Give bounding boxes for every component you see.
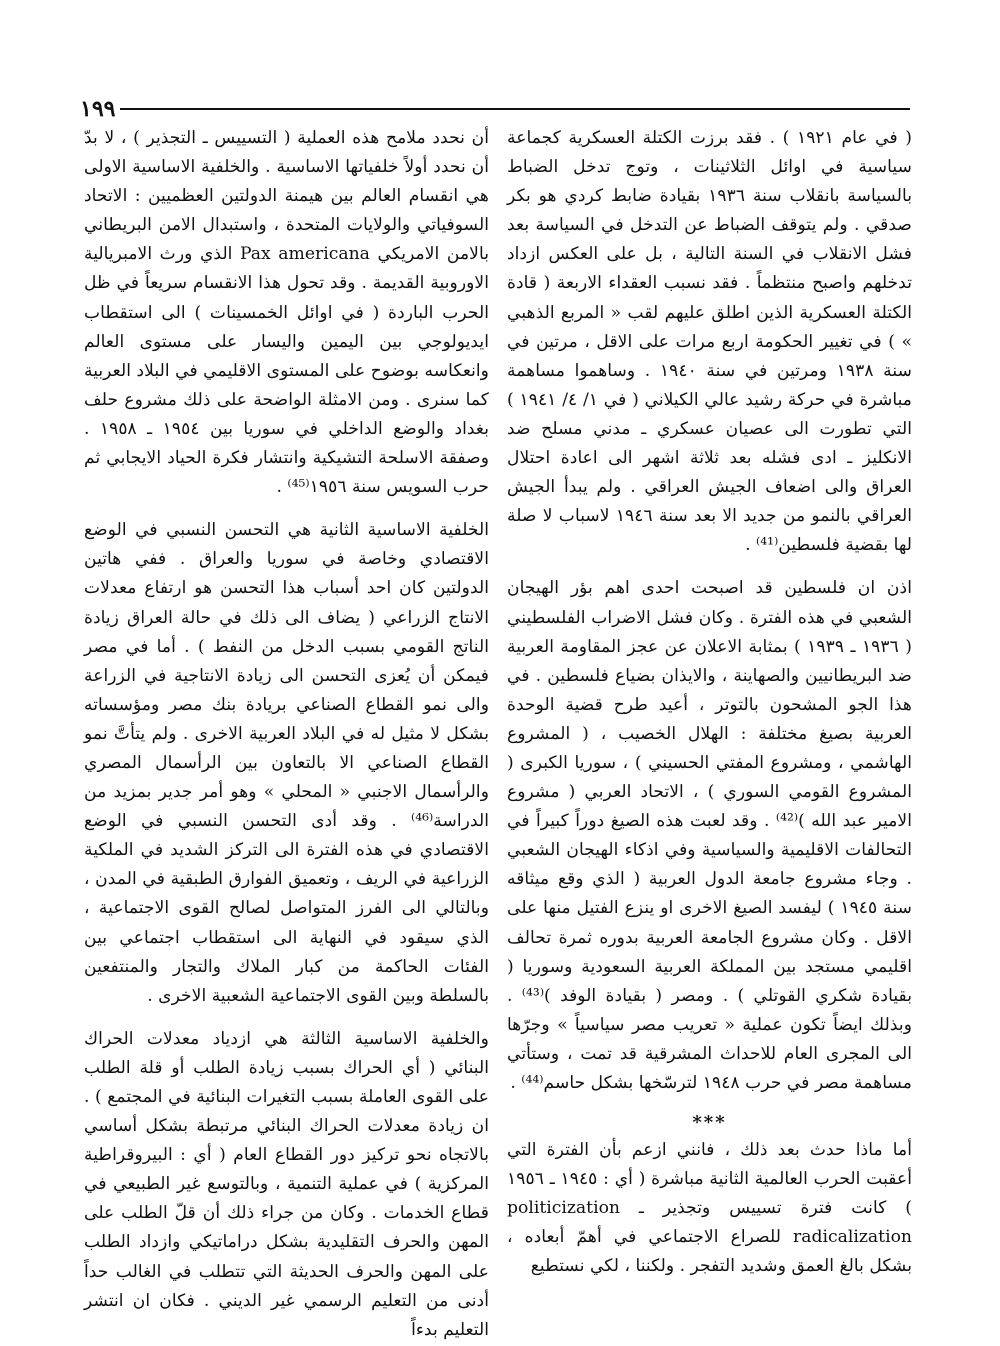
paragraph: اذن ان فلسطين قد اصبحت احدى اهم بؤر الهيجان الشعبي في هذه الفترة . وكان فشل الاضراب الفلسطيني ( ١٩٣٦ ـ ١٩٣٩ ) بمثابة الاعلان عن عجز المقاومة العربية ضد البريطانيين والصهاينة ، والايذان بضياع فلسطين . في هذا الجو المشحون بالتوتر ، أعيد طرح قضية الوحدة العربية بصيغ مختلفة : الهلال الخصيب ، ( المشروع الهاشمي ، ومشروع المفتي الحسيني ) ، سوريا الكبرى ( المشروع القومي السوري ) ، الاتحاد العربي ( مشروع الامير عبد الله )⁽⁴²⁾ . وقد لعبت هذه الصيغ دوراً كبيراً في التحالفات الاقليمية والسياسية وفي اذكاء الهيجان الشعبي . وجاء مشروع جامعة الدول العربية ( الذي وقع ميثاقه سنة ١٩٤٥ ) ليفسد الصيغ الاخرى او ينزع الفتيل منها على الاقل . وكان مشروع الجامعة العربية بدوره ثمرة تحالف اقليمي مستجد بين المملكة العربية السعودية وسوريا ( بقيادة شكري القوتلي ) . ومصر ( بقيادة الوفد )⁽⁴³⁾ . وبذلك ايضاً تكون عملية « تعريب مصر سياسياً » وجرّها الى المجرى العام للاحداث المشرقية قد تمت ، وستأتي مساهمة مصر في حرب ١٩٤٨ لترسّخها بشكل حاسم⁽⁴⁴⁾ . xyxy=(507,578,913,1093)
header-rule xyxy=(120,108,910,110)
paragraph: الخلفية الاساسية الثانية هي التحسن النسبي في الوضع الاقتصادي وخاصة في سوريا والعراق . ففي هاتين الدولتين كان احد أسباب هذا التحسن هو ارتفاع معدلات الانتاج الزراعي ( يضاف الى ذلك في حالة العراق زيادة الناتج القومي بسبب الدخل من النفط ) . أما في مصر فيمكن أن يُعزى التحسن الى زيادة الانتاجية في الزراعة والى نمو القطاع الصناعي بريادة بنك مصر ومؤسساته بشكل لا مثيل له في البلاد العربية الاخرى . ولم يتأتَّ نمو القطاع الصناعي الا بالتعاون بين الرأسمال المصري والرأسمال الاجنبي « المحلي » وهو أمر جدير بمزيد من الدراسة⁽⁴⁶⁾ . وقد أدى التحسن النسبي في الوضع الاقتصادي في هذه الفترة الى التركز الشديد في الملكية الزراعية في الريف ، وتعميق الفوارق الطبقية في المدن ، وبالتالي الى الفرز المتواصل لصالح القوى الاجتماعية ، الذي سيقود في النهاية الى استقطاب اجتماعي بين الفئات الحاكمة من كبار الملاك والتجار والمنتفعين بالسلطة وبين القوى الاجتماعية الشعبية الاخرى . xyxy=(84,520,489,1006)
section-separator: *** xyxy=(692,1112,727,1134)
paragraph: ( في عام ١٩٢١ ) . فقد برزت الكتلة العسكرية كجماعة سياسية في اوائل الثلاثينات ، وتوج تدخل الضباط بالسياسة بانقلاب سنة ١٩٣٦ بقيادة ضابط كردي هو بكر صدقي . ولم يتوقف الضباط عن التدخل في السياسة بعد فشل الانقلاب في السنة التالية ، بل على العكس ازداد تدخلهم واصبح منتظماً . فقد نسبب العقداء الاربعة ( قادة الكتلة العسكرية الذين اطلق عليهم لقب « المربع الذهبي » ) في تغيير الحكومة اربع مرات على الاقل ، مرتين في سنة ١٩٣٨ ومرتين في سنة ١٩٤٠ . وساهموا مساهمة مباشرة في حركة رشيد عالي الكيلاني ( في ١/ ٤/ ١٩٤١ ) التي تطورت الى عصيان عسكري ـ مدني مسلح ضد الانكليز ـ ادى فشله بعد ثلاثة اشهر الى اعادة احتلال العراق والى اضعاف الجيش العراقي . ولم يبدأ الجيش العراقي بالنمو من جديد الا بعد سنة ١٩٤٦ لاسباب لا صلة لها بقضية فلسطين⁽⁴¹⁾ . xyxy=(507,128,913,556)
right-column xyxy=(507,124,912,1282)
paragraph: والخلفية الاساسية الثالثة هي ازدياد معدلات الحراك البنائي ( أي الحراك بسبب زيادة الطلب أو قلة الطلب على القوى العاملة بسبب التغيرات البنائية في المجتمع ) . ان زيادة معدلات الحراك البنائي مرتبطة بشكل أساسي بالاتجاه نحو تركيز دور القطاع العام ( أي : البيروقراطية المركزية ) في عملية التنمية ، وبالتوسع غير الطبيعي في قطاع الخدمات . وكان من جراء ذلك أن قلّ الطلب على المهن والحرف التقليدية بشكل دراماتيكي وازداد الطلب على المهن والحرف الحديثة التي تتطلب في الغالب حداً أدنى من التعليم الرسمي غير الديني . فكان ان انتشر التعليم بدءاً xyxy=(84,1028,489,1340)
paragraph: أما ماذا حدث بعد ذلك ، فانني ازعم بأن الفترة التي أعقبت الحرب العالمية الثانية مباشرة ( أي : ١٩٤٥ ـ ١٩٥٦ ) كانت فترة تسييس وتجذير ـ politicization radicalization للصراع الاجتماعي في أهمّ أبعاده ، بشكل بالغ العمق وشديد التفجر . ولكننا ، لكي نستطيع xyxy=(507,1140,912,1277)
left-column xyxy=(84,124,489,1345)
paragraph: أن نحدد ملامح هذه العملية ( التسييس ـ التجذير ) ، لا بدّ أن نحدد أولاً خلفياتها الاساسية . والخلفية الاساسية الاولى هي انقسام العالم بين هيمنة الدولتين العظميين : الاتحاد السوفياتي والولايات المتحدة ، واستبدال الامن البريطاني بالامن الامريكي Pax americana الذي ورث الامبريالية الاوروبية القديمة . وقد تحول هذا الانقسام سريعاً في ظل الحرب الباردة ( في اوائل الخمسينات ) الى استقطاب ايديولوجي بين اليمين واليسار على مستوى العالم وانعكاسه بوضوح على المستوى الاقليمي في البلاد العربية كما سنرى . ومن الامثلة الواضحة على ذلك مشروع حلف بغداد والوضع الداخلي في سوريا بين ١٩٥٤ ـ ١٩٥٨ . وصفقة الاسلحة التشيكية وانتشار فكرة الحياد الايجابي ثم حرب السويس سنة ١٩٥٦⁽⁴⁵⁾ . xyxy=(84,128,489,498)
page-number: ١٩٩ xyxy=(80,96,116,122)
